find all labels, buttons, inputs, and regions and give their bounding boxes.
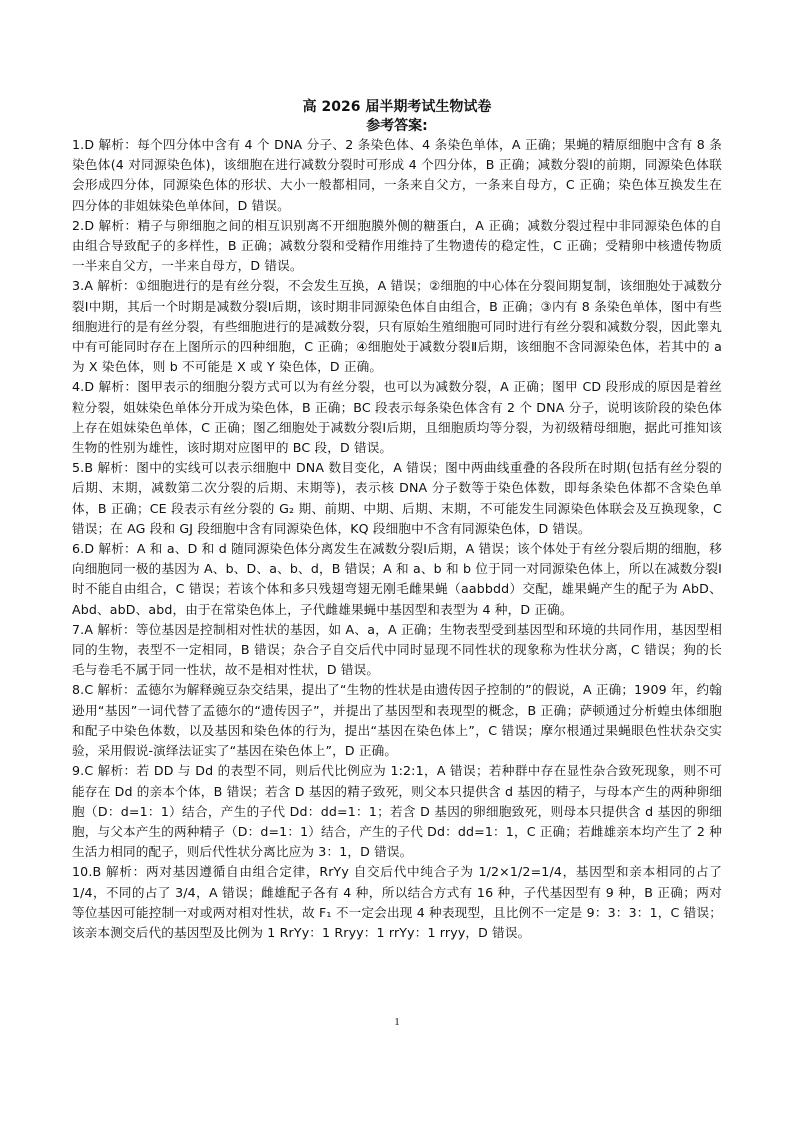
answer-item-4: 4.D 解析：图甲表示的细胞分裂方式可以为有丝分裂，也可以为减数分裂，A 正确；图甲 CD 段形成的原因是着丝粒分裂，姐妹染色单体分开成为染色体，B 正确；BC 段表示每条染色体含有 2 个 DNA 分子，说明该阶段的染色体上存在姐妹染色单体，C 正确；图乙细胞处于减数分裂Ⅰ后期，且细胞质均等分裂，为初级精母细胞，据此可推知该生物的性别为雄性，该时期对应图甲的 BC 段，D 错误。 xyxy=(72,379,722,456)
page-subtitle: 参考答案: xyxy=(366,118,428,134)
page-number: 1 xyxy=(394,1016,400,1028)
page-title: 高 2026 届半期考试生物试卷 xyxy=(302,99,492,115)
answer-item-8: 8.C 解析：孟德尔为解释豌豆杂交结果，提出了“生物的性状是由遗传因子控制的”的假说，A 正确；1909 年，约翰逊用“基因”一词代替了孟德尔的“遗传因子”，并提出了基因型和表现型的概念，B 正确；萨顿通过分析蝗虫体细胞和配子中染色体数，以及基因和染色体的行为，提出“基因在染色体上”，C 错误；摩尔根通过果蝇眼色性状杂交实验，采用假说-演绎法证实了“基因在染色体上”，D 正确。 xyxy=(72,682,722,759)
answer-item-7: 7.A 解析：等位基因是控制相对性状的基因，如 A、a，A 正确；生物表型受到基因型和环境的共同作用，基因型相同的生物，表型不一定相同，B 错误；杂合子自交后代中同时显现不同性状的现象称为性状分离，C 错误；狗的长毛与卷毛不属于同一性状，故不是相对性状，D 错误。 xyxy=(72,621,722,678)
answer-item-5: 5.B 解析：图中的实线可以表示细胞中 DNA 数目变化，A 错误；图中两曲线重叠的各段所在时期(包括有丝分裂的后期、末期，减数第二次分裂的后期、末期等)，表示核 DNA 分子数等于染色体数，即每条染色体都不含染色单体，B 正确；CE 段表示有丝分裂的 G₂ 期、前期、中期、后期、末期，不可能发生同源染色体联会及互换现象，C 错误；在 AG 段和 GJ 段细胞中含有同源染色体，KQ 段细胞中不含有同源染色体，D 错误。 xyxy=(72,460,722,536)
answer-item-6: 6.D 解析：A 和 a、D 和 d 随同源染色体分离发生在减数分裂Ⅰ后期，A 错误；该个体处于有丝分裂后期的细胞，移向细胞同一极的基因为 A、b、D、a、b、d，B 错误；A 和 a、b 和 b 位于同一对同源染色体上，所以在减数分裂Ⅰ时不能自由组合，C 错误；若该个体和多只残翅弯翅无刚毛雌果蝇（aabbdd）交配，雄果蝇产生的配子为 AbD、Abd、abD、abd，由于在常染色体上，子代雌雄果蝇中基因型和表型为 4 种，D 正确。 xyxy=(72,541,722,617)
answer-item-9: 9.C 解析：若 DD 与 Dd 的表型不同，则后代比例应为 1:2:1，A 错误；若种群中存在显性杂合致死现象，则不可能存在 Dd 的亲本个体，B 错误；若含 D 基因的精子致死，则父本只提供含 d 基因的精子，与母本产生的两种卵细胞（D：d=1：1）结合，产生的子代 Dd：dd=1：1；若含 D 基因的卵细胞致死，则母本只提供含 d 基因的卵细胞，与父本产生的两种精子（D：d=1：1）结合，产生的子代 Dd：dd=1：1，C 正确；若雌雄亲本均产生了 2 种生活力相同的配子，则后代性状分离比应为 3：1，D 错误。 xyxy=(72,763,722,860)
answer-item-3: 3.A 解析：①细胞进行的是有丝分裂，不会发生互换，A 错误；②细胞的中心体在分裂间期复制，该细胞处于减数分裂Ⅰ中期，其后一个时期是减数分裂Ⅰ后期，该时期非同源染色体自由组合，B 正确；③内有 8 条染色单体，图中有些细胞进行的是有丝分裂，有些细胞进行的是减数分裂，只有原始生殖细胞可同时进行有丝分裂和减数分裂，因此睾丸中有可能同时存在上图所示的四种细胞，C 正确；④细胞处于减数分裂Ⅱ后期，该细胞不含同源染色体，若其中的 a 为 X 染色体，则 b 不可能是 X 或 Y 染色体，D 正确。 xyxy=(72,278,722,375)
answer-list xyxy=(72,135,722,943)
answer-item-2: 2.D 解析：精子与卵细胞之间的相互识别离不开细胞膜外侧的糖蛋白，A 正确；减数分裂过程中非同源染色体的自由组合导致配子的多样性，B 正确；减数分裂和受精作用维持了生物遗传的稳定性，C 正确；受精卵中核遗传物质一半来自父方，一半来自母方，D 错误。 xyxy=(72,217,722,274)
answer-item-10: 10.B 解析：两对基因遵循自由组合定律，RrYy 自交后代中纯合子为 1/2×1/2=1/4，基因型和亲本相同的占了 1/4，不同的占了 3/4，A 错误；雌雄配子各有 4 种，所以结合方式有 16 种，子代基因型有 9 种，B 正确；两对等位基因可能控制一对或两对相对性状，故 F₁ 不一定会出现 4 种表现型，且比例不一定是 9：3：3：1，C 错误；该亲本测交后代的基因型及比例为 1 RrYy：1 Rryy：1 rrYy：1 rryy，D 错误。 xyxy=(72,864,722,940)
answer-item-1: 1.D 解析：每个四分体中含有 4 个 DNA 分子、2 条染色体、4 条染色单体，A 正确；果蝇的精原细胞中含有 8 条染色体(4 对同源染色体)，该细胞在进行减数分裂时可形成 4 个四分体，B 正确；减数分裂Ⅰ的前期，同源染色体联会形成四分体，同源染色体的形状、大小一般都相同，一条来自父方，一条来自母方，C 正确；染色体互换发生在四分体的非姐妹染色单体间，D 错误。 xyxy=(72,137,722,213)
